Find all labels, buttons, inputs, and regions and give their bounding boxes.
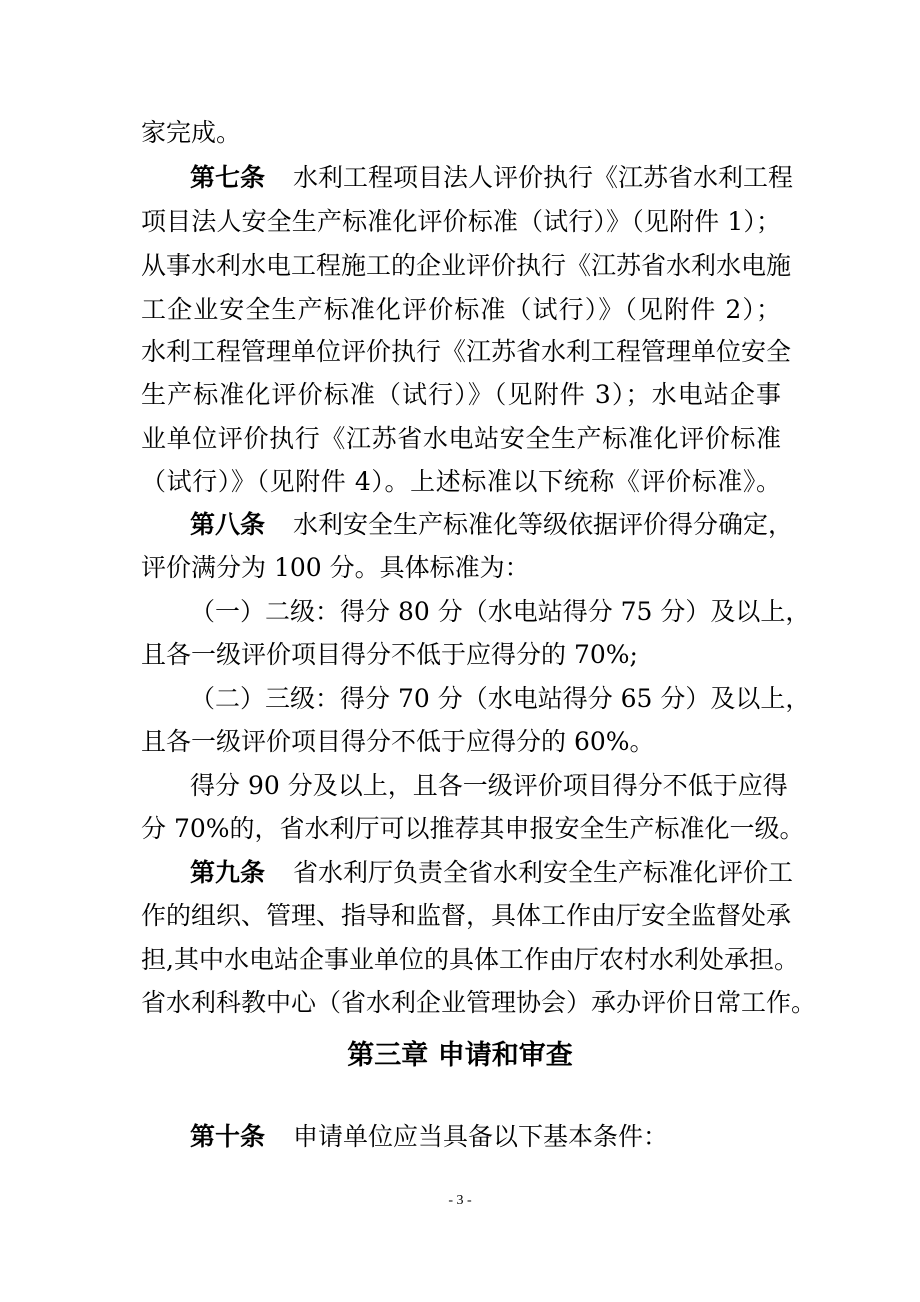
text-line: 从事水利水电工程施工的企业评价执行《江苏省水利水电施 [141,251,792,280]
text-line: 项目法人安全生产标准化评价标准（试行）》（见附件 1）； [141,207,781,236]
text-line: 省水利科教中心（省水利企业管理协会）承办评价日常工作。 [141,988,817,1017]
article-8-label: 第八条 [190,510,266,539]
text-line: 且各一级评价项目得分不低于应得分的 70%; [141,640,638,669]
text-line: 业单位评价执行《江苏省水电站安全生产标准化评价标准 [141,424,781,453]
text-line: 工企业安全生产标准化评价标准（试行）》（见附件 2）； [141,295,781,324]
page-number: - 3 - [448,1193,472,1208]
text-line: 且各一级评价项目得分不低于应得分的 60%。 [141,727,655,756]
text-line: 担,其中水电站企事业单位的具体工作由厅农村水利处承担。 [141,945,799,974]
text-line: 生产标准化评价标准（试行）》（见附件 3）；水电站企事 [141,380,781,409]
chapter-heading: 第三章 申请和审查 [347,1040,573,1071]
text-line: （试行）》（见附件 4）。上述标准以下统称《评价标准》。 [141,467,781,496]
article-7-first-line [190,156,794,200]
text-span: 省水利厅负责全省水利安全生产标准化评价工 [293,858,794,887]
article-8-first-line [190,503,794,547]
text-span: 水利安全生产标准化等级依据评价得分确定， [293,510,794,539]
text-line: 家完成。 [141,118,242,147]
text-line: 评价满分为 100 分。具体标准为： [141,553,530,582]
text-line: 水利工程管理单位评价执行《江苏省水利工程管理单位安全 [141,337,792,366]
list-item-level-2: （一）二级：得分 80 分（水电站得分 75 分）及以上， [190,597,811,626]
text-span: 申请单位应当具备以下基本条件： [293,1122,669,1151]
text-span: 水利工程项目法人评价执行《江苏省水利工程 [293,163,794,192]
article-7-label: 第七条 [190,163,266,192]
text-line: 得分 90 分及以上，且各一级评价项目得分不低于应得 [190,771,788,800]
list-item-level-3: （二）三级：得分 70 分（水电站得分 65 分）及以上， [190,684,811,713]
article-9-first-line [190,851,794,895]
text-line: 作的组织、管理、指导和监督，具体工作由厅安全监督处承 [141,901,792,930]
article-10-label: 第十条 [190,1122,266,1151]
article-10-first-line [190,1115,781,1159]
text-line: 分 70%的，省水利厅可以推荐其申报安全生产标准化一级。 [141,814,805,843]
article-9-label: 第九条 [190,858,266,887]
